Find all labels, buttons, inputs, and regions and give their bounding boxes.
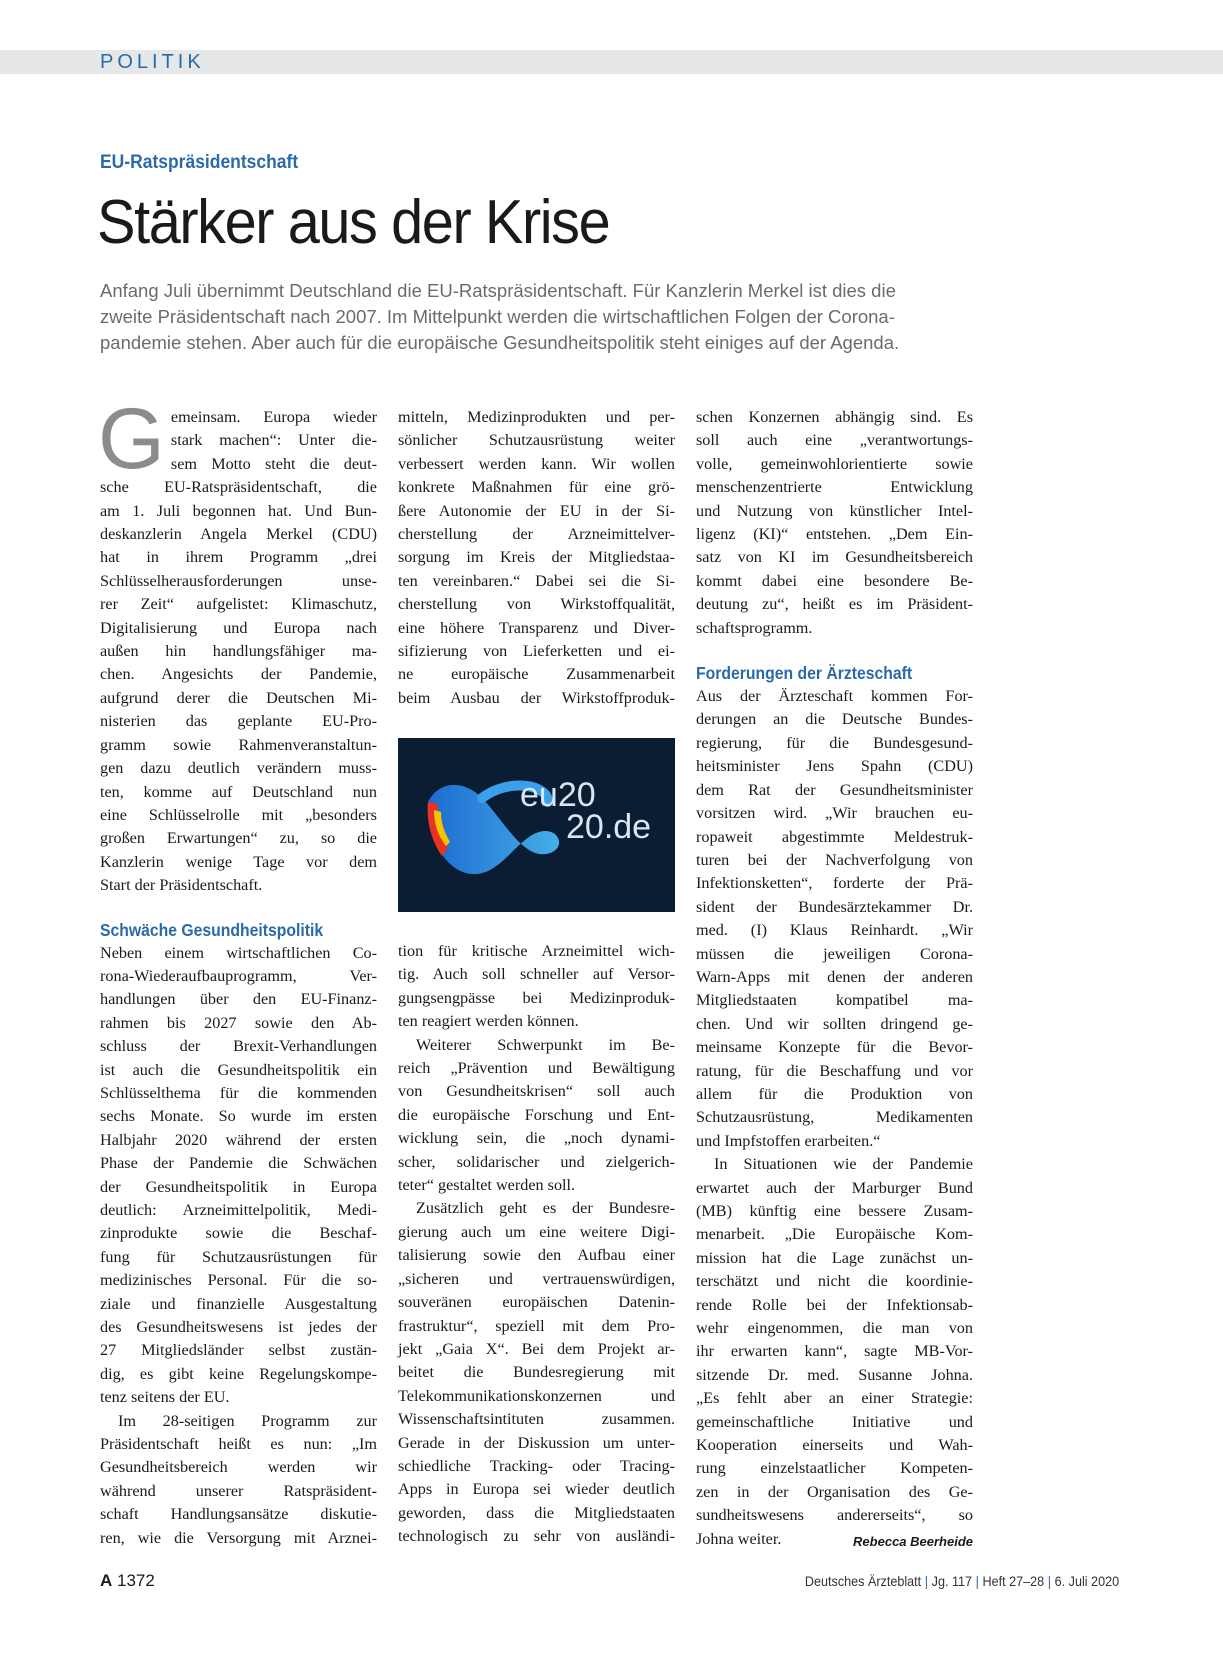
text-line: Warn-Apps mit denen der anderen bbox=[696, 967, 973, 986]
text-line-last: Johna weiter. Rebecca Beerheide bbox=[696, 1528, 973, 1551]
text-line: gemeinschaftliche Initiative und bbox=[696, 1412, 973, 1431]
text-line: tig. Auch soll schneller auf Versor- bbox=[398, 965, 675, 984]
text-line: rahmen bis 2027 sowie den Ab- bbox=[100, 1013, 377, 1032]
text-line: „Es fehlt aber an einer Strategie: bbox=[696, 1389, 973, 1408]
text-line: allem für die Produktion von bbox=[696, 1084, 973, 1103]
text-line: geworden, dass die Mitgliedstaaten bbox=[398, 1503, 675, 1522]
text-line: Wissenschaftsintituten zusammen. bbox=[398, 1410, 675, 1429]
text-line: hat in ihrem Programm „drei bbox=[100, 548, 377, 567]
text-line: eine höhere Transparenz und Diver- bbox=[398, 618, 675, 637]
text-line: sem Motto steht die deut- bbox=[170, 454, 377, 473]
text-line: Aus der Ärzteschaft kommen For- bbox=[696, 687, 973, 706]
text-line: wehr eingenommen, die man von bbox=[696, 1319, 973, 1338]
text-line: deutlich: Arzneimittelpolitik, Medi- bbox=[100, 1201, 377, 1219]
column-2-bottom bbox=[398, 940, 675, 1549]
text-line: gungsengpässe bei Medizinproduk- bbox=[398, 988, 675, 1007]
text-line: tion für kritische Arzneimittel wich- bbox=[398, 942, 675, 960]
text-line: rung einzelstaatlicher Kompeten- bbox=[696, 1459, 973, 1478]
text-line: Schlüsselthema für die kommenden bbox=[100, 1083, 377, 1102]
text-line: wicklung sein, die „noch dynami- bbox=[398, 1129, 675, 1148]
column-1 bbox=[98, 391, 377, 1550]
text-line: Digitalisierung und Europa nach bbox=[100, 618, 377, 637]
text-line: reich „Prävention und Bewältigung bbox=[398, 1059, 675, 1078]
column-3 bbox=[696, 406, 973, 1553]
text-line: gen dazu deutlich verändern muss- bbox=[100, 759, 377, 778]
text-line: Präsidentschaft heißt es nun: „Im bbox=[100, 1435, 377, 1454]
text-line: Kooperation einerseits und Wah- bbox=[696, 1436, 973, 1455]
text-line: ten, komme auf Deutschland nun bbox=[100, 782, 377, 801]
text-line: medizinisches Personal. Für die so- bbox=[100, 1271, 377, 1290]
text-line: ziale und finanzielle Ausgestaltung bbox=[100, 1294, 377, 1313]
text-line: teter“ gestaltet werden soll. bbox=[398, 1176, 576, 1195]
column-2-top bbox=[398, 406, 675, 710]
text-line: Zusätzlich geht es der Bundesre- bbox=[416, 1199, 675, 1218]
text-line: sifizierung von Lieferketten und ei- bbox=[398, 642, 675, 661]
text-line: souveränen europäischen Datenin- bbox=[398, 1293, 675, 1312]
text-line: Gesundheitsbereich werden wir bbox=[100, 1458, 377, 1477]
text-line: rer Zeit“ aufgelistet: Klimaschutz, bbox=[100, 595, 377, 614]
text-line: großen Erwartungen“ zu, so die bbox=[100, 829, 377, 848]
text-line: schaft Handlungsansätze diskutie- bbox=[100, 1505, 377, 1524]
text-line: Gerade in der Diskussion um unter- bbox=[398, 1433, 675, 1452]
text-line: chen. Und wir sollten dringend ge- bbox=[696, 1014, 973, 1033]
text-line: volle, gemeinwohlorientierte sowie bbox=[696, 454, 973, 473]
text-line: sitzende Dr. med. Susanne Johna. bbox=[696, 1365, 973, 1384]
text-line: mission hat die Lage zunächst un- bbox=[696, 1248, 973, 1267]
text-line: chen. Angesichts der Pandemie, bbox=[100, 665, 377, 684]
text-line: scher, solidarischer und zielgerich- bbox=[398, 1152, 675, 1171]
text-line: gramm sowie Rahmenveranstaltun- bbox=[100, 735, 377, 754]
text-line: gierung auch um eine weitere Digi- bbox=[398, 1222, 675, 1241]
text-line: Weiterer Schwerpunkt im Be- bbox=[416, 1035, 675, 1054]
text-line: aufgrund derer die Deutschen Mi- bbox=[100, 688, 377, 707]
text-line: heitsminister Jens Spahn (CDU) bbox=[696, 757, 973, 776]
text-line: verbessert werden kann. Wir wollen bbox=[398, 454, 675, 473]
text-line: cherstellung von Wirkstoffqualität, bbox=[398, 595, 675, 614]
text-line: und Impfstoffen erarbeiten.“ bbox=[696, 1131, 881, 1150]
text-line: Im 28-seitigen Programm zur bbox=[118, 1411, 377, 1430]
text-line: In Situationen wie der Pandemie bbox=[714, 1155, 973, 1174]
text-line: terschätzt und nicht die koordinie- bbox=[696, 1272, 973, 1291]
text-line: sorgung im Kreis der Mitgliedstaa- bbox=[398, 548, 675, 567]
text-line: ßere Autonomie der EU in der Si- bbox=[398, 501, 675, 520]
text-line: schaftsprogramm. bbox=[696, 618, 813, 637]
text-line: frastruktur“, speziell mit dem Pro- bbox=[398, 1316, 675, 1335]
text-line: fung für Schutzausrüstungen für bbox=[100, 1247, 377, 1266]
text-line: während unserer Ratspräsident- bbox=[100, 1481, 377, 1500]
text-line: ne europäische Zusammenarbeit bbox=[398, 665, 675, 684]
text-line: sechs Monate. So wurde im ersten bbox=[100, 1107, 377, 1126]
text-line: beim Ausbau der Wirkstoffproduk- bbox=[398, 688, 675, 707]
text-line: konkrete Maßnahmen für eine grö- bbox=[398, 478, 675, 497]
text-line: (MB) künftig eine bessere Zusam- bbox=[696, 1202, 973, 1220]
text-line: Schlüsselherausforderungen unse- bbox=[100, 571, 377, 590]
text-line: sident der Bundesärztekammer Dr. bbox=[696, 897, 973, 916]
text-line: med. (I) Klaus Reinhardt. „Wir bbox=[696, 921, 973, 940]
logo-text-1: eu20 bbox=[520, 776, 596, 814]
text-line: ten vereinbaren.“ Dabei sei die Si- bbox=[398, 571, 675, 590]
page-number: A 1372 bbox=[100, 1571, 155, 1590]
text-line: vorsitzen wird. „Wir brauchen eu- bbox=[696, 804, 973, 823]
text-line: nisterien das geplante EU-Pro- bbox=[100, 712, 377, 731]
logo-text-2: 20.de bbox=[566, 808, 652, 846]
text-line: am 1. Juli begonnen hat. Und Bun- bbox=[100, 501, 377, 520]
text-line: ihr erwarten kann“, sagte MB-Vor- bbox=[696, 1342, 973, 1361]
text-line: der Gesundheitspolitik in Europa bbox=[100, 1177, 377, 1196]
text-line: emeinsam. Europa wieder bbox=[170, 408, 377, 426]
text-line: regierung, für die Bundesgesund- bbox=[696, 733, 973, 752]
text-line: schiedliche Tracking- oder Tracing- bbox=[398, 1456, 675, 1475]
dropcap-paragraph bbox=[98, 391, 377, 487]
text-line: ist auch die Gesundheitspolitik ein bbox=[100, 1060, 377, 1079]
text-line: Start der Präsidentschaft. bbox=[100, 876, 263, 895]
text-line: ren, wie die Versorgung mit Arznei- bbox=[100, 1528, 377, 1547]
text-line: handlungen über den EU-Finanz- bbox=[100, 990, 377, 1009]
text-line: turen bei der Nachverfolgung von bbox=[696, 850, 973, 869]
text-line: Infektionsketten“, forderte der Prä- bbox=[696, 874, 973, 893]
article-headline: Stärker aus der Krise bbox=[97, 188, 610, 257]
article-lead: Anfang Juli übernimmt Deutschland die EU-Ratspräsidentschaft. Für Kanzlerin Merkel ist dies die zweite Präsidentschaft nach 2007. Im Mittelpunkt werden die wirtschaftlichen Folgen der Corona- pandemie stehen. Aber auch für die europäische Gesundheitspolitik steht einiges auf der Agenda. bbox=[100, 280, 900, 353]
text-line: technologisch zu sehr von ausländi- bbox=[398, 1527, 675, 1546]
text-line: menarbeit. „Die Europäische Kom- bbox=[696, 1225, 973, 1244]
text-line: Schutzausrüstung, Medikamenten bbox=[696, 1108, 973, 1127]
eu2020-logo-image bbox=[398, 738, 675, 912]
text-line: sönlicher Schutzausrüstung weiter bbox=[398, 431, 675, 450]
text-line: sundheitswesens andererseits“, so bbox=[696, 1506, 973, 1525]
text-line: Telekommunikationskonzernen und bbox=[398, 1386, 675, 1405]
text-line: dem Rat der Gesundheitsminister bbox=[696, 780, 973, 799]
text-line: derungen an die Deutsche Bundes- bbox=[696, 710, 973, 729]
eu2020-logo bbox=[398, 738, 675, 912]
text-line: zinprodukte sowie die Beschaf- bbox=[100, 1224, 377, 1243]
text-line: ligenz (KI)“ entstehen. „Dem Ein- bbox=[696, 525, 973, 544]
text-line: deskanzlerin Angela Merkel (CDU) bbox=[100, 525, 377, 544]
text-line: Apps in Europa sei wieder deutlich bbox=[398, 1480, 675, 1499]
text-line: „sicheren und vertrauenswürdigen, bbox=[398, 1269, 675, 1288]
text-line: außen hin handlungsfähiger ma- bbox=[100, 642, 377, 661]
text-line: tenz seitens der EU. bbox=[100, 1388, 230, 1407]
text-line: und Nutzung von künstlicher Intel- bbox=[696, 501, 973, 520]
text-line: talisierung sowie den Aufbau einer bbox=[398, 1246, 675, 1265]
text-line: stark machen“: Unter die- bbox=[170, 431, 377, 450]
text-line: deutung zu“, heißt es im Präsident- bbox=[696, 595, 973, 614]
text-line: sche EU-Ratspräsidentschaft, die bbox=[100, 478, 377, 497]
text-line: des Gesundheitswesens ist jedes der bbox=[100, 1318, 377, 1337]
text-line: zen in der Organisation des Ge- bbox=[696, 1482, 973, 1501]
author-name: Rebecca Beerheide bbox=[853, 1533, 973, 1549]
journal-info: Deutsches Ärzteblatt | Jg. 117 | Heft 27–28 | 6. Juli 2020 bbox=[804, 1573, 1119, 1589]
subhead-schwaeche: Schwäche Gesundheitspolitik bbox=[100, 919, 324, 940]
text-line: jekt „Gaia X“. Bei dem Projekt ar- bbox=[398, 1339, 675, 1358]
text-line: rende Rolle bei der Infektionsab- bbox=[696, 1295, 973, 1314]
text-line: kommt dabei eine besondere Be- bbox=[696, 571, 973, 590]
text-line: cherstellung der Arzneimittelver- bbox=[398, 525, 675, 544]
article-kicker: EU-Ratspräsidentschaft bbox=[100, 152, 299, 173]
text-line: die europäische Forschung und Ent- bbox=[398, 1105, 675, 1124]
text-line: von Gesundheitskrisen“ soll auch bbox=[398, 1082, 675, 1101]
text-line: ropaweit abgestimmte Meldestruk- bbox=[696, 827, 973, 846]
text-line: 27 Mitgliedsländer selbst zustän- bbox=[100, 1341, 377, 1360]
dropcap: G bbox=[98, 391, 165, 487]
text-line: erwartet auch der Marburger Bund bbox=[696, 1178, 973, 1197]
text-line: soll auch eine „verantwortungs- bbox=[696, 431, 973, 450]
text-line: Neben einem wirtschaftlichen Co- bbox=[100, 943, 377, 962]
text-line: müssen die jeweiligen Corona- bbox=[696, 944, 973, 963]
text-line: eine Schlüsselrolle mit „besonders bbox=[100, 805, 377, 824]
text-line: Mitgliedstaaten kompatibel ma- bbox=[696, 991, 973, 1010]
text-line: Halbjahr 2020 während der ersten bbox=[100, 1130, 377, 1149]
text-line: mitteln, Medizinprodukten und per- bbox=[398, 408, 675, 426]
text-line: dig, es gibt keine Regelungskompe- bbox=[100, 1364, 377, 1383]
text-line: beitet die Bundesregierung mit bbox=[398, 1363, 675, 1382]
text-line: Kanzlerin wenige Tage vor dem bbox=[100, 852, 377, 871]
text-line: ten reagiert werden können. bbox=[398, 1012, 579, 1031]
section-label: POLITIK bbox=[100, 51, 205, 73]
text-line: menschenzentrierte Entwicklung bbox=[696, 478, 973, 497]
text-line: rona-Wiederaufbauprogramm, Ver- bbox=[100, 966, 377, 985]
subhead-forderungen: Forderungen der Ärzteschaft bbox=[696, 663, 913, 684]
text-line: satz von KI im Gesundheitsbereich bbox=[696, 548, 973, 567]
text-line: schluss der Brexit-Verhandlungen bbox=[100, 1037, 377, 1056]
text-line: Phase der Pandemie die Schwächen bbox=[100, 1154, 377, 1173]
text-line: schen Konzernen abhängig sind. Es bbox=[696, 408, 973, 426]
text-line: ratung, für die Beschaffung und vor bbox=[696, 1061, 973, 1080]
text-line: meinsame Konzepte für die Bevor- bbox=[696, 1038, 973, 1057]
